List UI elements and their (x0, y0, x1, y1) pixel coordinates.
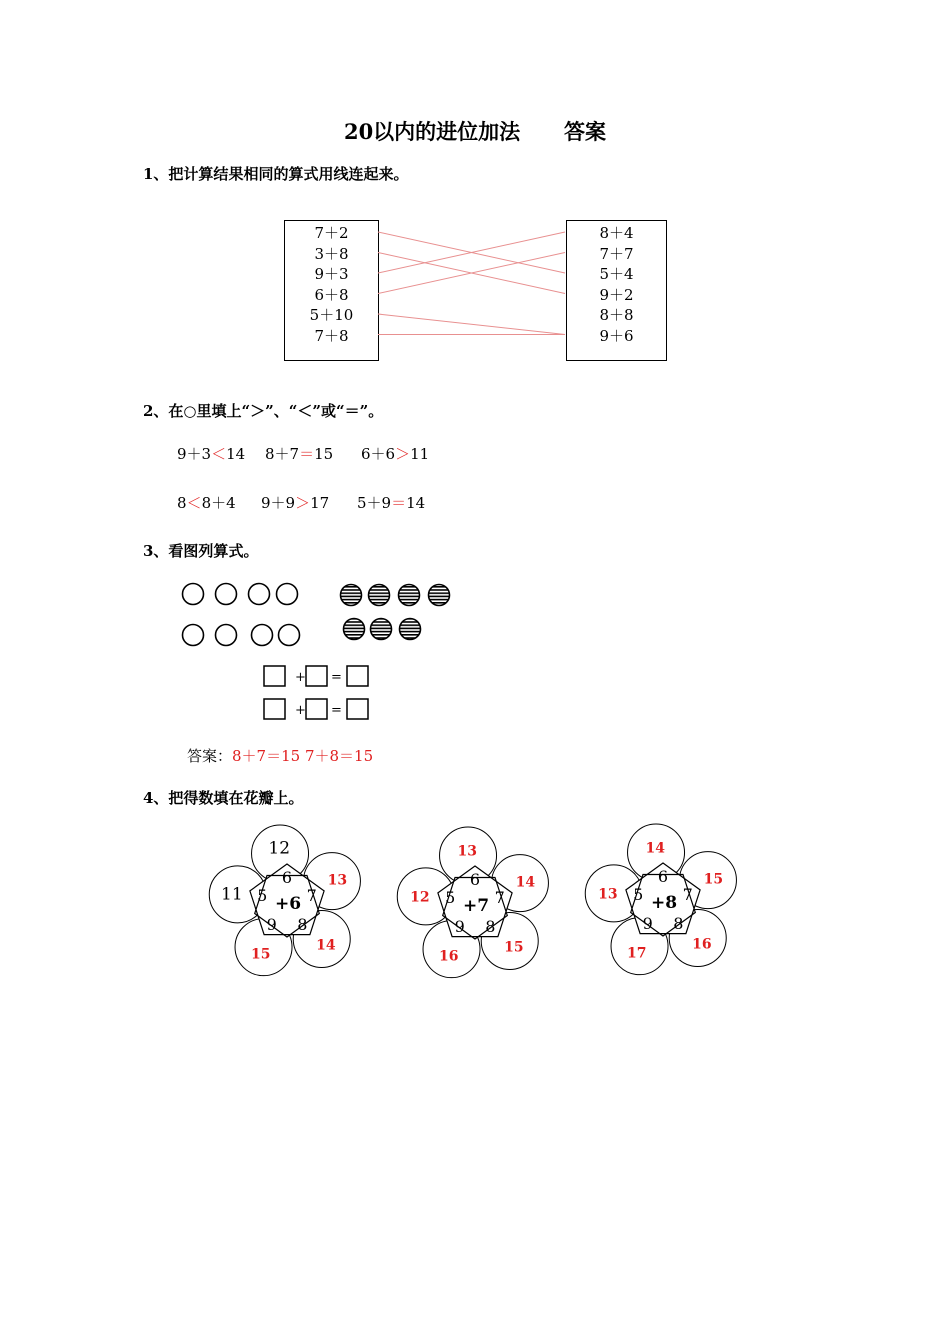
comparison-item: 6＋6＞11 (361, 445, 430, 463)
question-2-title: 2、在○里填上“＞”、“＜”或“＝”。 (143, 402, 384, 420)
left-expression: 7＋8 (314, 326, 349, 345)
answer-box (347, 699, 368, 719)
petal-number: 15 (703, 871, 724, 888)
comparison-sign: ＜ (186, 494, 202, 512)
question-3-title: 3、看图列算式。 (143, 542, 259, 560)
petal-number: 13 (327, 872, 348, 889)
answer-box (306, 666, 327, 686)
flower (397, 827, 548, 978)
petal-number: 16 (692, 936, 712, 953)
empty-circle (252, 625, 273, 646)
page-title: 20以内的进位加法 答案 (343, 119, 607, 144)
comparison-item: 8＜8＋4 (177, 494, 236, 512)
flower-diagrams (0, 815, 950, 995)
equation-row-1 (264, 666, 368, 686)
inner-number: 9 (454, 917, 465, 937)
striped-circle (371, 619, 392, 640)
flower (585, 824, 736, 975)
left-expression: 5＋10 (309, 306, 354, 324)
equation-row-2 (264, 699, 368, 719)
comparison-item: 9＋3＜14 (177, 445, 246, 463)
striped-circle (369, 585, 390, 606)
comparison-item: 9＋9＞17 (261, 494, 330, 512)
matching-lines (0, 0, 950, 400)
left-expression: 3＋8 (314, 244, 349, 263)
question-1-title: 1、把计算结果相同的算式用线连起来。 (143, 165, 409, 183)
answer-box (306, 699, 327, 719)
striped-circle (344, 619, 365, 640)
inner-number: 6 (469, 870, 481, 889)
comparison-sign: ＜ (211, 445, 227, 463)
inner-number: 6 (281, 868, 293, 887)
petal-number: 11 (221, 884, 243, 905)
petal-number: 14 (316, 937, 336, 954)
answer-box (264, 666, 285, 686)
flower-center-label: +8 (650, 893, 678, 913)
empty-circle (183, 584, 204, 605)
flower (209, 825, 360, 976)
inner-number: 7 (494, 887, 505, 907)
striped-circle (400, 619, 421, 640)
left-expression: 6＋8 (314, 285, 349, 304)
inner-number: 5 (445, 887, 456, 907)
petal-number: 15 (504, 939, 524, 956)
answer-box (347, 666, 368, 686)
petal-number: 14 (645, 840, 665, 857)
empty-circle (216, 625, 237, 646)
petal-number: 13 (598, 886, 618, 903)
petal-number: 12 (268, 838, 291, 859)
empty-circle (216, 584, 237, 605)
right-expression: 5＋4 (599, 265, 634, 283)
inner-number: 8 (485, 917, 496, 937)
question-4-title: 4、把得数填在花瓣上。 (143, 789, 304, 807)
match-line (378, 314, 565, 335)
inner-number: 6 (657, 867, 669, 886)
inner-number: 5 (633, 884, 644, 904)
flower-center-label: +6 (274, 894, 302, 914)
inner-number: 8 (673, 914, 684, 934)
answer-box (264, 699, 285, 719)
striped-circle (399, 585, 420, 606)
equals-sign: = (331, 703, 342, 718)
striped-circle (341, 585, 362, 606)
petal-number: 16 (438, 948, 459, 965)
inner-number: 5 (257, 885, 268, 905)
right-expression: 9＋2 (599, 285, 634, 304)
inner-number: 7 (306, 885, 317, 905)
comparison-sign: ＝ (299, 445, 315, 463)
empty-circle (249, 584, 270, 605)
petal-number: 15 (250, 946, 271, 963)
flower-center-label: +7 (462, 896, 490, 916)
comparison-item: 8＋7＝15 (265, 445, 334, 463)
petal-number: 13 (457, 843, 477, 860)
inner-number: 9 (642, 914, 653, 934)
petal-number: 14 (515, 874, 536, 891)
left-expression: 7＋2 (314, 224, 349, 242)
left-expression: 9＋3 (314, 265, 349, 283)
inner-number: 9 (266, 915, 277, 935)
right-expression: 8＋8 (599, 306, 634, 324)
comparison-sign: ＝ (391, 494, 407, 512)
question-3-answer: 答案：8＋7＝15 7＋8＝15 (187, 747, 374, 765)
empty-circle (277, 584, 298, 605)
petal-number: 17 (626, 945, 647, 962)
picture-figure (0, 570, 950, 730)
inner-number: 8 (297, 915, 308, 935)
petal-number: 12 (410, 889, 430, 906)
comparison-item: 5＋9＝14 (357, 494, 426, 512)
striped-circle (429, 585, 450, 606)
equals-sign: = (331, 670, 342, 685)
comparison-sign: ＞ (395, 445, 411, 463)
comparison-sign: ＞ (295, 494, 311, 512)
plus-sign: + (295, 703, 306, 718)
empty-circle (279, 625, 300, 646)
empty-circle (183, 625, 204, 646)
right-expression: 7＋7 (599, 244, 634, 263)
inner-number: 7 (682, 884, 693, 904)
right-expression: 8＋4 (599, 224, 634, 242)
plus-sign: + (295, 670, 306, 685)
right-expression: 9＋6 (599, 326, 634, 345)
